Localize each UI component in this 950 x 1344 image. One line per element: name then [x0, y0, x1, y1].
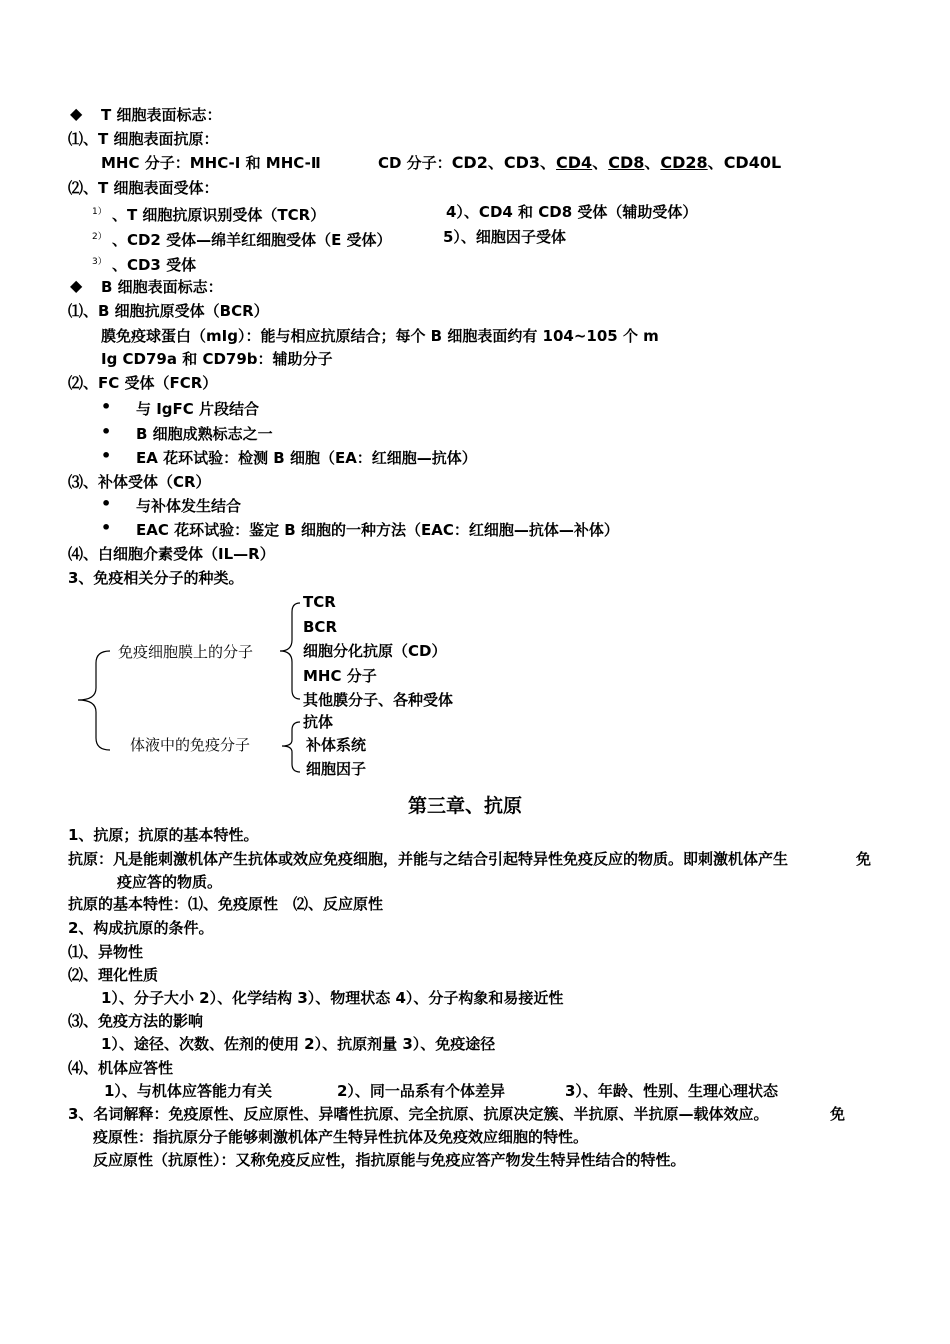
t-cell-heading: T 细胞表面标志：: [101, 106, 222, 124]
condition: ⑵、理化性质: [68, 966, 159, 984]
b-cell-heading: B 细胞表面标志：: [101, 278, 223, 296]
t-receptor-title: ⑵、T 细胞表面受体：: [68, 179, 219, 197]
dot-bullet-icon: •: [101, 494, 112, 513]
fcr-title: ⑵、FC 受体（FCR）: [68, 374, 218, 392]
cd-line: CD 分子：CD2、CD3、CD4、CD8、CD28、CD40L: [378, 153, 782, 172]
bcr-line: 膜免疫球蛋白（mIg）：能与相应抗原结合；每个 B 细胞表面约有 104~105 个 m: [101, 327, 659, 345]
humoral-label: 体液中的免疫分子: [130, 736, 251, 754]
cd-item: CD8: [608, 153, 645, 172]
receptor-item: $^{1)}$ 、T 细胞抗原识别受体（TCR）: [92, 206, 326, 224]
mhc-line: MHC 分子：MHC-Ⅰ 和 MHC-Ⅱ: [101, 154, 321, 172]
condition-items: 1）、途径、次数、佐剂的使用 2）、抗原剂量 3）、免疫途径: [101, 1035, 496, 1053]
cd-item: CD40L: [723, 153, 782, 172]
cd-item: CD3: [503, 153, 541, 172]
condition-item: 3）、年龄、性别、生理心理状态: [565, 1082, 778, 1100]
condition: ⑶、免疫方法的影响: [68, 1012, 204, 1030]
dot-bullet-icon: •: [101, 518, 112, 537]
main-brace: [78, 651, 110, 750]
membrane-item: 其他膜分子、各种受体: [303, 691, 454, 709]
q3-tail: 免: [830, 1105, 846, 1123]
membrane-item: TCR: [303, 593, 336, 611]
diamond-bullet-icon: ◆: [70, 104, 83, 123]
bcr-line: Ig CD79a 和 CD79b：辅助分子: [101, 350, 333, 368]
basic-properties: 抗原的基本特性：⑴、免疫原性 ⑵、反应原性: [68, 895, 384, 913]
membrane-item: BCR: [303, 618, 337, 636]
fcr-item: 与 IgFC 片段结合: [136, 400, 260, 418]
cr-title: ⑶、补体受体（CR）: [68, 473, 211, 491]
membrane-item: MHC 分子: [303, 667, 377, 685]
receptor-item: 5）、细胞因子受体: [443, 228, 566, 246]
reactogenicity-def: 反应原性（抗原性）：又称免疫反应性，指抗原能与免疫应答产物发生特异性结合的特性。: [93, 1151, 686, 1169]
humoral-brace: [282, 722, 300, 772]
receptor-item: $^{2)}$ 、CD2 受体—绵羊红细胞受体（E 受体）: [92, 231, 392, 249]
dot-bullet-icon: •: [101, 422, 112, 441]
il-title: ⑷、白细胞介素受体（IL—R）: [68, 545, 275, 563]
fcr-item: B 细胞成熟标志之一: [136, 425, 273, 443]
membrane-item: 细胞分化抗原（CD）: [303, 642, 447, 660]
immunogenicity-def: 疫原性：指抗原分子能够刺激机体产生特异性抗体及免疫效应细胞的特性。: [93, 1128, 589, 1146]
condition: ⑷、机体应答性: [68, 1059, 174, 1077]
cd-prefix: CD 分子：: [378, 154, 452, 172]
antigen-def: 疫应答的物质。: [117, 873, 223, 891]
q2: 2、构成抗原的条件。: [68, 919, 214, 937]
condition-item: 2）、同一品系有个体差异: [337, 1082, 505, 1100]
fcr-item: EA 花环试验：检测 B 细胞（EA：红细胞—抗体）: [136, 449, 477, 467]
dot-bullet-icon: •: [101, 397, 112, 416]
humoral-item: 细胞因子: [306, 760, 367, 778]
cr-item: EAC 花环试验：鉴定 B 细胞的一种方法（EAC：红细胞—抗体—补体）: [136, 521, 619, 539]
antigen-def: 抗原：凡是能刺激机体产生抗体或效应免疫细胞，并能与之结合引起特异性免疫反应的物质。即刺激机体产生: [68, 850, 789, 868]
q1: 1、抗原；抗原的基本特性。: [68, 826, 259, 844]
cr-item: 与补体发生结合: [136, 497, 242, 515]
condition: ⑴、异物性: [68, 943, 144, 961]
bcr-title: ⑴、B 细胞抗原受体（BCR）: [68, 302, 269, 320]
receptor-item: 4）、CD4 和 CD8 受体（辅助受体）: [446, 203, 698, 221]
q3: 3、名词解释：免疫原性、反应原性、异嗜性抗原、完全抗原、抗原决定簇、半抗原、半抗原—载体效应。: [68, 1105, 769, 1123]
cd-item: CD4: [556, 153, 593, 172]
cd-item: CD28: [660, 153, 708, 172]
humoral-item: 抗体: [303, 713, 334, 731]
humoral-item: 补体系统: [306, 736, 367, 754]
section3-title: 3、免疫相关分子的种类。: [68, 569, 244, 587]
dot-bullet-icon: •: [101, 446, 112, 465]
cd-item: CD2: [451, 153, 488, 172]
condition-item: 1）、与机体应答能力有关: [104, 1082, 272, 1100]
chapter-title: 第三章、抗原: [408, 795, 523, 817]
antigen-def-tail: 免: [856, 850, 872, 868]
receptor-item: $^{3)}$ 、CD3 受体: [92, 256, 197, 274]
membrane-label: 免疫细胞膜上的分子: [118, 643, 254, 661]
diamond-bullet-icon: ◆: [70, 276, 83, 295]
membrane-brace: [280, 603, 300, 699]
condition-items: 1）、分子大小 2）、化学结构 3）、物理状态 4）、分子构象和易接近性: [101, 989, 564, 1007]
t-antigen-title: ⑴、T 细胞表面抗原：: [68, 130, 219, 148]
